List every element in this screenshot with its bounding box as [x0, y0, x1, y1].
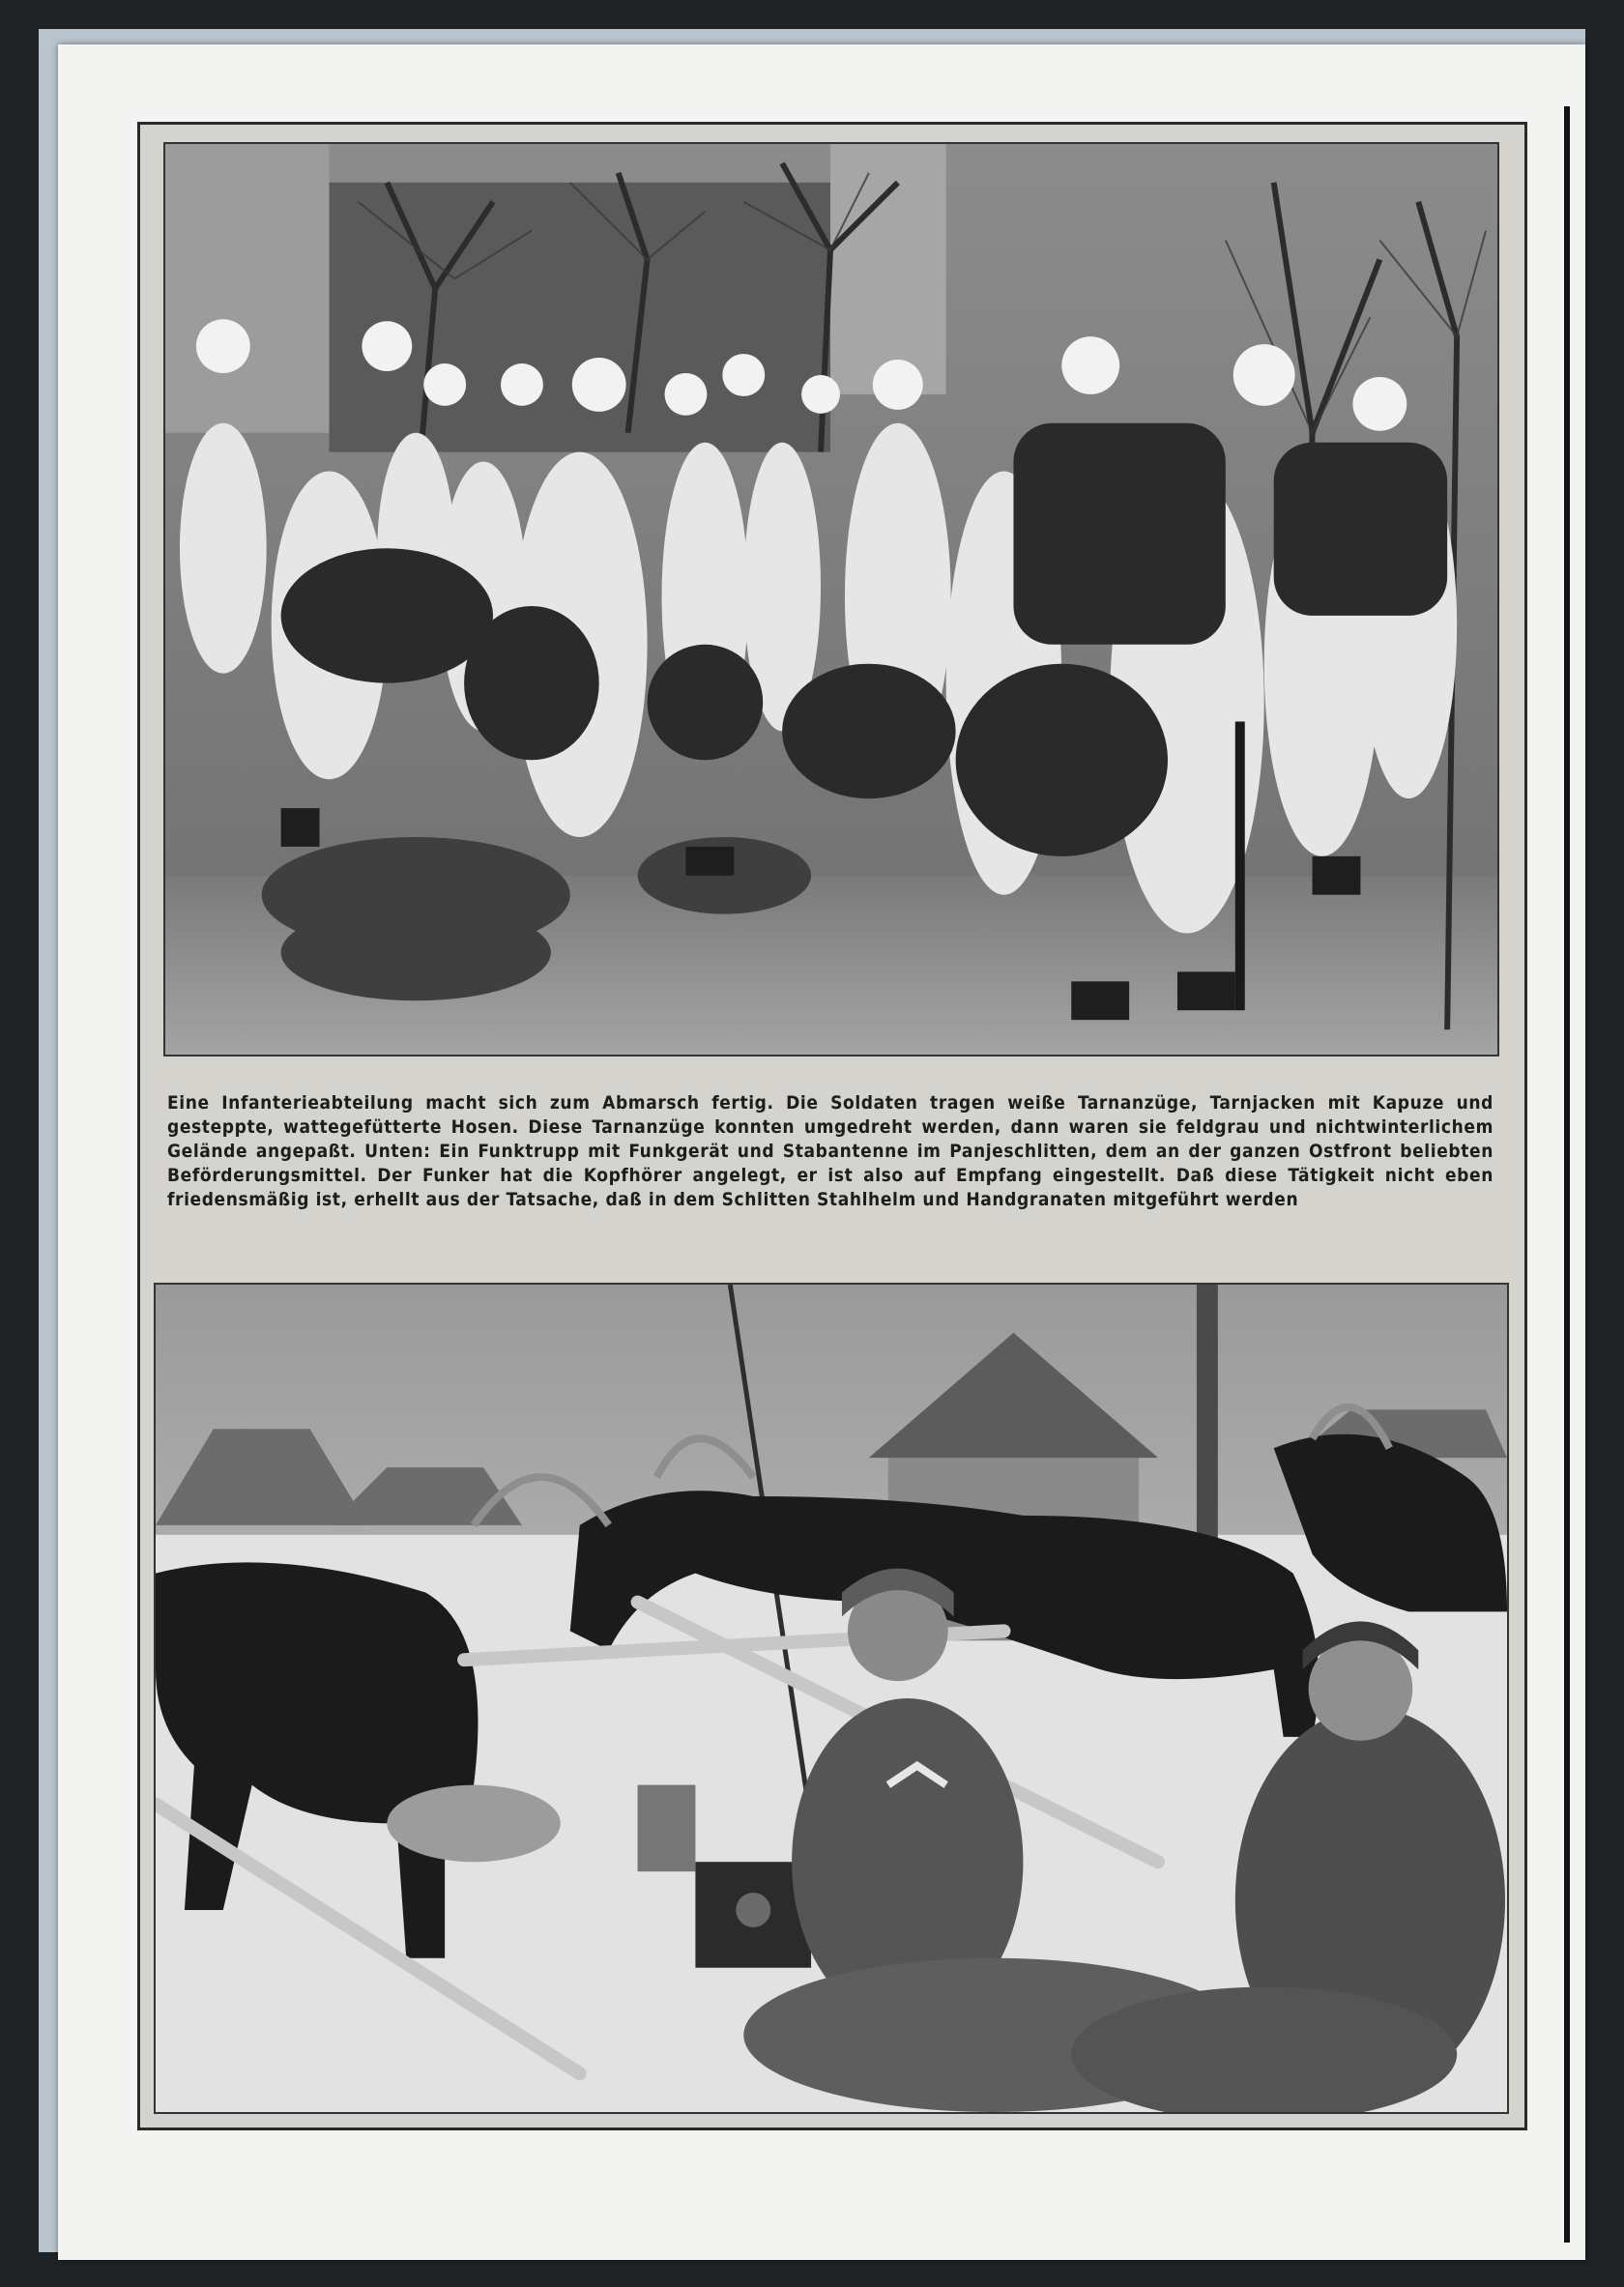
photo-radio-troop-sledge [154, 1283, 1509, 2114]
magazine-page [137, 122, 1527, 2130]
infantry-photo-image [165, 144, 1497, 1055]
radio-troop-photo-image [156, 1285, 1507, 2112]
photo-infantry-camouflage [163, 142, 1499, 1057]
sheet-hinge [1564, 106, 1570, 2243]
photo-caption: Eine Infanterieabteilung macht sich zum Abmarsch fertig. Die Soldaten tragen weiße Tarnanzüge, Tarnjacken mit Kapuze und gesteppte, wattegefütterte Hosen. Diese Tarnanzüge konnten umgedreht werden, dann waren sie feldgrau und nichtwinterlichem Gelände angepaßt. Unten: Ein Funktrupp mit Funkgerät und Stabantenne im Panjeschlitten, dem an der ganzen Ostfront beliebten Beförderungsmittel. Der Funker hat die Kopfhörer angelegt, er ist also auf Empfang eingestellt. Daß diese Tätigkeit nicht eben friedensmäßig ist, erhellt aus der Tatsache, daß in dem Schlitten Stahlhelm und Handgranaten mitgeführt werden [167, 1092, 1494, 1210]
